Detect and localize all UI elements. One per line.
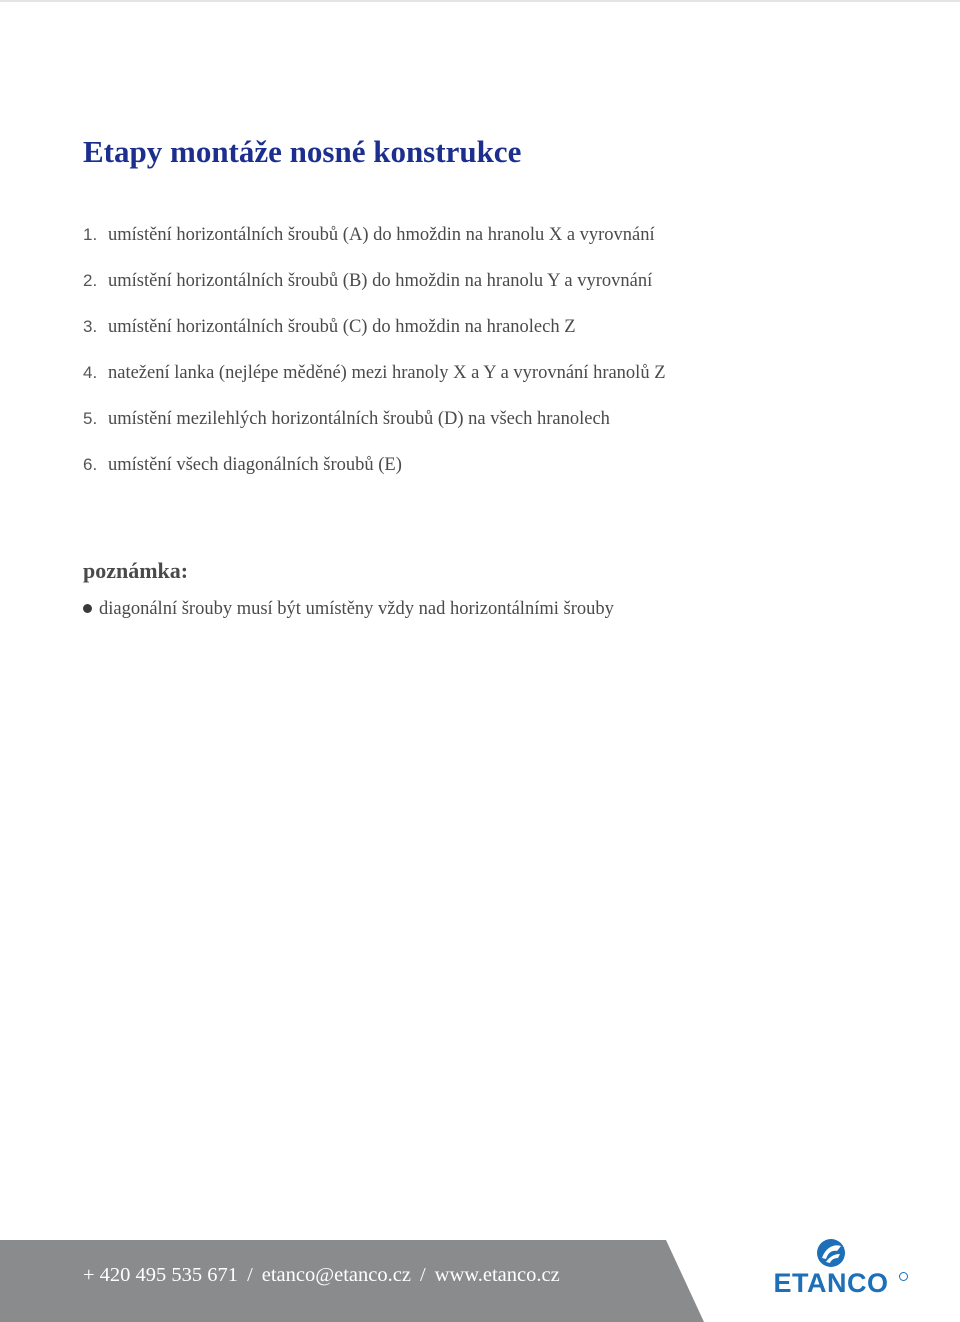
etanco-logo [760, 1238, 902, 1300]
step-item [83, 220, 666, 266]
step-text: umístění horizontálních šroubů (C) do hmoždin na hranolech Z [108, 317, 576, 337]
step-item [83, 312, 666, 358]
step-text: umístění všech diagonálních šroubů (E) [108, 455, 402, 475]
step-item [83, 450, 666, 496]
registered-mark-icon [899, 1272, 908, 1281]
bullet-icon [83, 604, 92, 613]
note-item-text: diagonální šrouby musí být umístěny vždy nad horizontálními šrouby [99, 599, 614, 619]
footer-website-link[interactable]: www.etanco.cz [434, 1264, 560, 1286]
note-heading: poznámka: [83, 558, 189, 583]
step-number: 3. [83, 317, 98, 336]
page-title: Etapy montáže nosné konstrukce [83, 134, 522, 169]
step-number: 2. [83, 271, 98, 290]
step-item [83, 404, 666, 450]
footer-phone[interactable]: + 420 495 535 671 [83, 1264, 239, 1286]
top-divider [0, 0, 960, 2]
step-text: umístění horizontálních šroubů (B) do hmoždin na hranolu Y a vyrovnání [108, 271, 653, 291]
step-number: 4. [83, 363, 98, 382]
footer-contact-line [83, 1260, 560, 1290]
step-text: umístění horizontálních šroubů (A) do hmoždin na hranolu X a vyrovnání [108, 225, 655, 245]
assembly-steps-list [83, 220, 666, 496]
step-text: natežení lanka (nejlépe měděné) mezi hranoly X a Y a vyrovnání hranolů Z [108, 363, 666, 383]
step-item [83, 358, 666, 404]
step-number: 5. [83, 409, 98, 428]
footer-email[interactable]: etanco@etanco.cz [261, 1264, 411, 1286]
step-number: 6. [83, 455, 98, 474]
logo-wordmark: ETANCO [773, 1268, 889, 1298]
etanco-logo-icon [816, 1238, 846, 1268]
step-item [83, 266, 666, 312]
footer-separator: / [419, 1264, 426, 1286]
footer-separator: / [247, 1264, 253, 1286]
step-number: 1. [83, 225, 98, 244]
step-text: umístění mezilehlých horizontálních šroubů (D) na všech hranolech [108, 409, 610, 429]
note-item [83, 594, 614, 624]
